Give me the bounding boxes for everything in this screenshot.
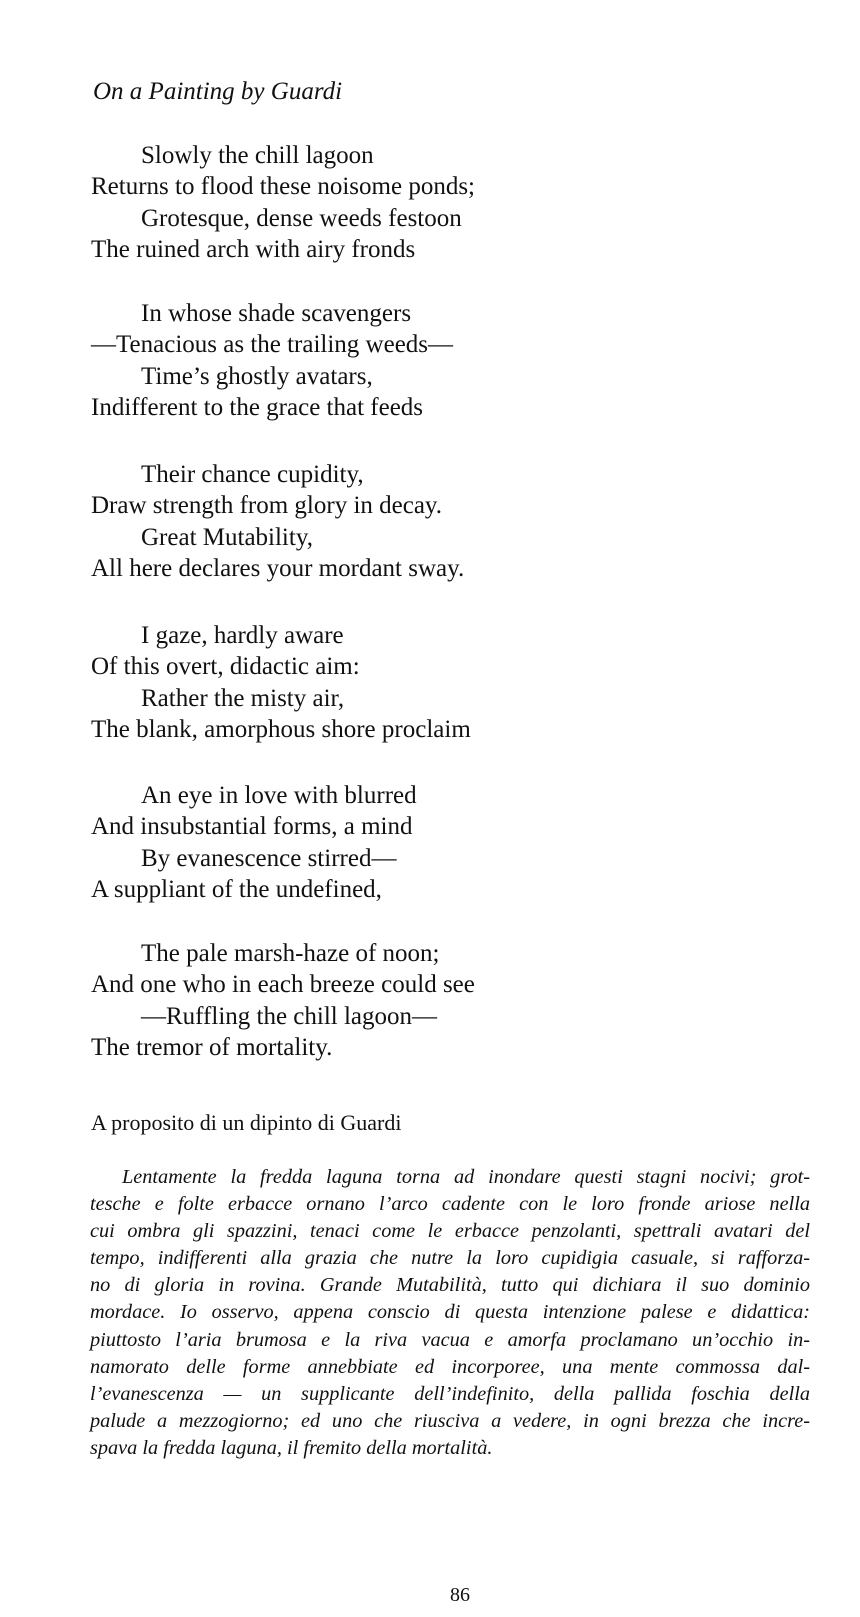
poem-line: The pale marsh-haze of noon; (141, 940, 440, 967)
prose-line: Lentamente la fredda laguna torna ad inondare questi stagni nocivi; grot- (122, 1166, 810, 1188)
poem-line: —Ruffling the chill lagoon— (141, 1003, 438, 1030)
prose-line: piuttosto l’aria brumosa e la riva vacua e amorfa proclamano un’occhio in- (90, 1328, 810, 1351)
poem-line: An eye in love with blurred (141, 782, 417, 809)
prose-line: mordace. Io osservo, appena conscio di questa intenzione palese e didattica: (90, 1301, 810, 1324)
poem-line: All here declares your mordant sway. (91, 555, 465, 582)
prose-line: no di gloria in rovina. Grande Mutabilità, tutto qui dichiara il suo dominio (90, 1274, 810, 1297)
translation-title: A proposito di un dipinto di Guardi (91, 1110, 402, 1135)
poem-title: On a Painting by Guardi (93, 78, 343, 105)
poem-line: Slowly the chill lagoon (141, 142, 374, 169)
prose-line: tempo, indifferenti alla grazia che nutre la loro cupidigia casuale, si rafforza- (90, 1247, 810, 1270)
poem-line: The tremor of mortality. (91, 1034, 333, 1061)
poem-line: Returns to flood these noisome ponds; (91, 173, 475, 200)
poem-line: Great Mutability, (141, 524, 313, 551)
prose-line: palude a mezzogiorno; ed uno che riusciva a vedere, in ogni brezza che incre- (90, 1409, 810, 1432)
poem-line: Their chance cupidity, (141, 461, 364, 488)
prose-line: namorato delle forme annebbiate ed incorporee, una mente commossa dal- (90, 1355, 810, 1378)
prose-line: spava la fredda laguna, il fremito della mortalità. (90, 1436, 493, 1459)
poem-line: By evanescence stirred— (141, 845, 397, 872)
poem-line: And insubstantial forms, a mind (91, 813, 413, 840)
poem-line: Draw strength from glory in decay. (91, 492, 443, 519)
poem-line: —Tenacious as the trailing weeds— (91, 331, 454, 358)
poem-line: The blank, amorphous shore proclaim (91, 716, 471, 743)
poem-line: Rather the misty air, (141, 685, 345, 712)
poem-line: Grotesque, dense weeds festoon (141, 205, 462, 232)
poem-line: And one who in each breeze could see (91, 971, 475, 998)
poem-line: In whose shade scavengers (141, 300, 412, 327)
poem-line: Indifferent to the grace that feeds (91, 394, 424, 421)
poem-line: Of this overt, didactic aim: (91, 653, 360, 680)
translation-prose (90, 1164, 810, 1462)
page-number: 86 (450, 1584, 470, 1606)
poem-line: The ruined arch with airy fronds (91, 236, 416, 263)
prose-line: l’evanescenza — un supplicante dell’indefinito, della pallida foschia della (90, 1382, 810, 1405)
prose-line: tesche e folte erbacce ornano l’arco cadente con le loro fronde ariose nella (90, 1193, 810, 1216)
poem-line: Time’s ghostly avatars, (141, 363, 373, 390)
poem-line: A suppliant of the undefined, (91, 876, 382, 903)
prose-line: cui ombra gli spazzini, tenaci come le erbacce penzolanti, spettrali avatari del (90, 1220, 810, 1243)
poem-line: I gaze, hardly aware (141, 622, 344, 649)
